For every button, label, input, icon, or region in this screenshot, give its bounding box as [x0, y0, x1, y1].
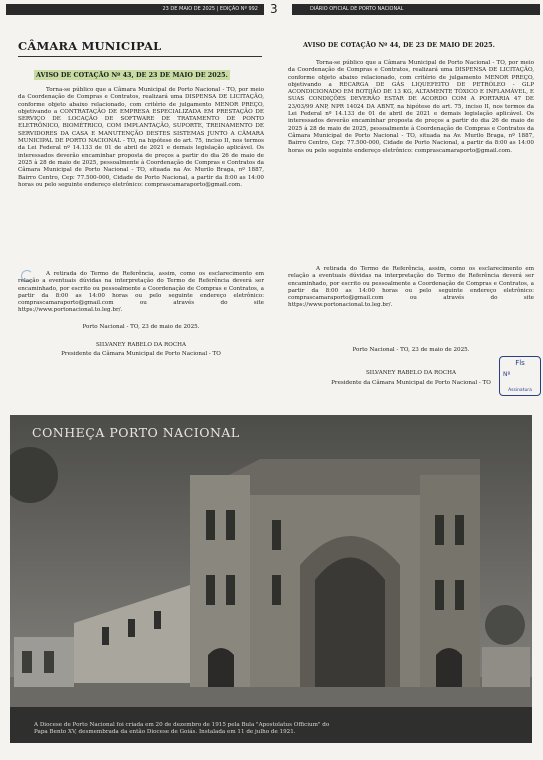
header-publication: DIÁRIO OFICIAL DE PORTO NACIONAL	[292, 4, 540, 15]
photo-title: CONHEÇA PORTO NACIONAL	[32, 425, 240, 440]
notice-43-body2	[18, 271, 264, 315]
notice-43-body	[18, 87, 264, 189]
cathedral-photo	[10, 415, 532, 743]
title-divider	[18, 56, 262, 57]
notice-44-body2-text: A retirada do Termo de Referência, assim, como os esclarecimento em relação a eventuais dúvidas na interpretação do Termo de Referência deverá ser encaminhado, por escrito ou pessoalmente a Coordenação de Compras e Contratos, a partir da 8:00 as 14:00 horas ou pelo seguinte endereço eletrônico: comprascamaraporto@gmail.com ou através do site https://www.portonacional.to.leg.br/.	[288, 266, 534, 309]
stamp-signature-label: Assinatura	[508, 388, 532, 393]
stamp-number-label: Nº	[503, 371, 511, 378]
notice-43-signer: SILVANEY RABELO DA ROCHA	[95, 342, 187, 348]
notice-43-title: AVISO DE COTAÇÃO Nº 43, DE 23 DE MAIO DE 2025.	[36, 71, 228, 79]
stamp-fls: Fls	[515, 359, 525, 367]
page-number: 3	[270, 2, 278, 16]
notice-44-title: AVISO DE COTAÇÃO Nº 44, DE 23 DE MAIO DE 2025.	[303, 41, 495, 49]
notice-43-signer-role: Presidente da Câmara Municipal de Porto Nacional - TO	[61, 351, 221, 357]
header-date-edition: 23 DE MAIO DE 2025 | EDIÇÃO Nº 992	[6, 4, 264, 15]
notice-43-body-text: Torna-se público que a Câmara Municipal de Porto Nacional - TO, por meio da Coordenação de Compras e Contratos, realizará uma DISPENSA DE LICITAÇÃO, conforme objeto abaixo relacionado, com critério de julgamento MENOR PREÇO, objetivando a CONTRATAÇÃO DE EMPRESA ESPECIALIZADA EM PRESTAÇÃO DE SERVIÇO DE LOCAÇÃO DE SOFTWARE DE TRATAMENTO DE PONTO ELETRÔNICO, BIOMÉTRICO, COM IMPLANTAÇÃO, SUPORTE, TREINAMENTO DE SERVIDORES DA CASA E MANUTENÇÃO DESTES SISTEMAS JUNTO A CÂMARA MUNICIPAL DE PORTO NACIONAL - TO, na hipótese do art. 75, inciso II, nos termos da Lei Federal nº 14.133 de 01 de abril de 2021 e demais legislação aplicável. Os interessados deverão encaminhar proposta de preços a partir do dia 26 de maio de 2025 à 28 de maio de 2025, pessoalmente à Coordenação de Compras e Contratos da Câmara Municipal de Porto Nacional - TO, situada na Av. Murilo Braga, nº 1887, Bairro Centro, Cep: 77.500-000, Cidade de Porto Nacional, a partir da 8:00 as 14:00 horas ou pelo seguinte endereço eletrônico: comprascamaraporto@gmail.com.	[18, 87, 264, 188]
cathedral-illustration	[10, 415, 532, 743]
notice-43-body2-text: A retirada do Termo de Referência, assim, como os esclarecimento em relação a eventuais dúvidas na interpretação do Termo de Referência deverá ser encaminhado, por escrito ou pessoalmente a Coordenação de Compras e Contratos, a partir da 8:00 as 14:00 horas ou pelo seguinte endereço eletrônico: comprascamaraporto@gmail.com ou através do site https://www.portonacional.to.leg.br/.	[18, 271, 264, 314]
photo-caption: A Diocese de Porto Nacional foi criada em 20 de dezembro de 1915 pela Bula "Apostolatus Officium" do Papa Bento XV, desmembrada da então Diocese de Goiás. Instalada em 11 de julho de 1921.	[34, 722, 330, 735]
notice-43-place-date: Porto Nacional - TO, 23 de maio de 2025.	[82, 324, 200, 330]
notice-44-body-text: Torna-se público que a Câmara Municipal de Porto Nacional - TO, por meio da Coordenação de Compras e Contratos, realizará uma DISPENSA DE LICITAÇÃO, conforme objeto abaixo relacionado, com critério de julgamento MENOR PREÇO, objetivando a RECARGA DE GÁS LIQUEFEITO DE PETRÓLEO - GLP ACONDICIONADO EM BOTIJÃO DE 13 KG, ALTAMENTE TÓXICO E INFLAMÁVEL, E SUAS CONDIÇÕES DEVERÃO ESTAR DE ACORDO COM A PORTARIA 47 DE 23/03/99 ANP, NPR 14024 DA ABNT, na hipótese do art. 75, inciso II, nos termos da Lei Federal nº 14.133 de 01 de abril de 2021 e demais legislação aplicável. Os interessados deverão encaminhar proposta de preços a partir do dia 26 de maio de 2025 à 28 de maio de 2025, pessoalmente à Coordenação de Compras e Contratos da Câmara Municipal de Porto Nacional - TO, situada na Av. Murilo Braga, nº 1887, Bairro Centro, Cep: 77.500-000, Cidade de Porto Nacional, a partir da 8:00 as 14:00 horas ou pelo seguinte endereço eletrônico: comprascamaraporto@gmail.com.	[288, 60, 534, 154]
notice-44-body2	[288, 266, 534, 310]
notice-44-body	[288, 60, 534, 155]
page-stamp	[499, 356, 541, 396]
notice-44-place-date: Porto Nacional - TO, 23 de maio de 2025.	[352, 347, 470, 353]
notice-44-signer-role: Presidente da Câmara Municipal de Porto Nacional - TO	[331, 380, 491, 386]
notice-44-signer: SILVANEY RABELO DA ROCHA	[365, 370, 457, 376]
section-title: CÂMARA MUNICIPAL	[18, 39, 162, 53]
